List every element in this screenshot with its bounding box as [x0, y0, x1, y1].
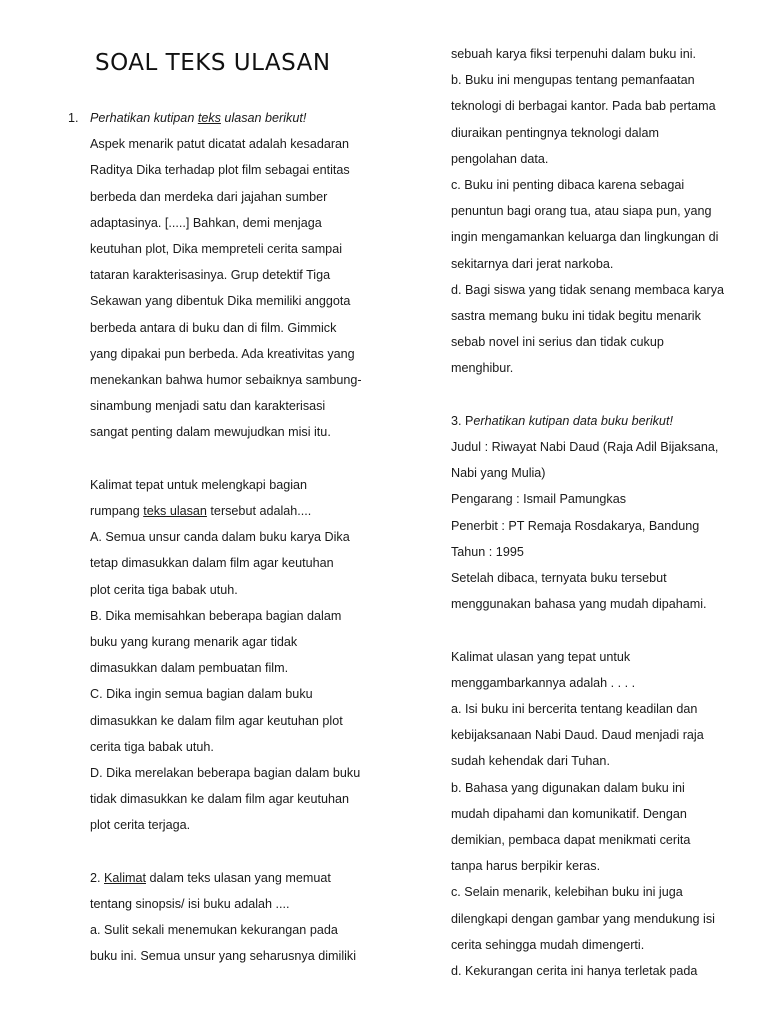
- q2-question-line: [90, 865, 390, 891]
- option-line: buku ini. Semua unsur yang seharusnya dimiliki: [90, 949, 357, 964]
- spacer: [451, 382, 741, 408]
- option-line: cerita tiga babak utuh.: [90, 739, 214, 754]
- option-line: a. Sulit sekali menemukan kekurangan pada: [90, 923, 338, 938]
- option-line: diuraikan pentingnya teknologi dalam: [451, 125, 659, 140]
- passage-line: Raditya Dika terhadap plot film sebagai entitas: [90, 163, 350, 178]
- q3-options: [451, 696, 741, 984]
- book-data-line: Tahun : 1995: [451, 544, 524, 559]
- q2-options-continued: [451, 41, 741, 382]
- passage-line: adaptasinya. [.....] Bahkan, demi menjaga: [90, 215, 322, 230]
- q1-question-line: Kalimat tepat untuk melengkapi bagian: [90, 477, 308, 492]
- passage-line: Sekawan yang dibentuk Dika memiliki anggota: [90, 294, 351, 309]
- q2-number: 2.: [90, 870, 105, 885]
- q1-prompt-underlined: teks: [197, 111, 221, 125]
- option-line: A. Semua unsur canda dalam buku karya Dika: [90, 530, 350, 545]
- option-line: demikian, pembaca dapat menikmati cerita: [451, 833, 691, 848]
- q2-question-text: dalam teks ulasan yang memuat: [146, 870, 331, 885]
- passage-line: berbeda dan merdeka dari jajahan sumber: [90, 189, 328, 204]
- q1-prompt-text: Perhatikan kutipan: [90, 111, 198, 125]
- passage-line: Aspek menarik patut dicatat adalah kesadaran: [90, 137, 350, 152]
- q3-number: 3. P: [451, 413, 474, 428]
- book-data-line: Penerbit : PT Remaja Rosdakarya, Bandung: [451, 518, 700, 533]
- option-line: tidak dimasukkan ke dalam film agar keutuhan: [90, 792, 350, 807]
- option-line: sebuah karya fiksi terpenuhi dalam buku ini.: [451, 47, 697, 61]
- option-line: pengolahan data.: [451, 151, 549, 166]
- option-line: dilengkapi dengan gambar yang mendukung isi: [451, 911, 715, 926]
- option-line: sebab novel ini serius dan tidak cukup: [451, 335, 664, 350]
- book-data-line: Pengarang : Ismail Pamungkas: [451, 492, 627, 507]
- option-line: plot cerita terjaga.: [90, 818, 191, 833]
- spacer: [451, 617, 741, 643]
- q1-prompt: [68, 105, 390, 131]
- q1-question-line: [90, 498, 390, 524]
- page-title: SOAL TEKS ULASAN: [95, 50, 331, 76]
- option-line: kebijaksanaan Nabi Daud. Daud menjadi raja: [451, 728, 704, 743]
- option-line: tetap dimasukkan dalam film agar keutuhan: [90, 556, 334, 571]
- q2-question-underlined: Kalimat: [104, 870, 147, 885]
- option-line: teknologi di berbagai kantor. Pada bab pertama: [451, 99, 716, 114]
- option-line: plot cerita tiga babak utuh.: [90, 582, 238, 597]
- passage-line: tataran karakterisasinya. Grup detektif Tiga: [90, 268, 331, 283]
- q3-prompt: [451, 408, 741, 434]
- q3-question-line: menggambarkannya adalah . . . .: [451, 675, 636, 690]
- option-line: buku yang kurang menarik agar tidak: [90, 635, 298, 650]
- q1-options: [90, 524, 390, 838]
- book-data-line: menggunakan bahasa yang mudah dipahami.: [451, 597, 707, 612]
- passage-line: sinambung menjadi satu dan karakterisasi: [90, 399, 326, 414]
- option-line: sekitarnya dari jerat narkoba.: [451, 256, 614, 271]
- option-line: d. Bagi siswa yang tidak senang membaca karya: [451, 282, 725, 297]
- option-line: penuntun bagi orang tua, atau siapa pun, yang: [451, 204, 712, 219]
- option-line: c. Selain menarik, kelebihan buku ini juga: [451, 885, 683, 900]
- spacer: [90, 839, 390, 865]
- book-data-line: Setelah dibaca, ternyata buku tersebut: [451, 571, 667, 586]
- q1-question-text-end: tersebut adalah....: [206, 504, 312, 519]
- option-line: mudah dipahami dan komunikatif. Dengan: [451, 806, 687, 821]
- q1-prompt-text-end: ulasan berikut!: [220, 111, 307, 125]
- right-column: [451, 41, 741, 984]
- q3-question-line: Kalimat ulasan yang tepat untuk: [451, 649, 631, 664]
- q1-passage: [90, 131, 390, 445]
- option-line: B. Dika memisahkan beberapa bagian dalam: [90, 608, 342, 623]
- q2-question-line: tentang sinopsis/ isi buku adalah ....: [90, 897, 290, 912]
- book-data-line: Judul : Riwayat Nabi Daud (Raja Adil Bijaksana,: [451, 440, 719, 455]
- option-line: cerita sehingga mudah dimengerti.: [451, 937, 645, 952]
- option-line: D. Dika merelakan beberapa bagian dalam buku: [90, 766, 361, 781]
- option-line: dimasukkan ke dalam film agar keutuhan plot: [90, 713, 343, 728]
- left-column: [68, 105, 390, 970]
- option-line: b. Bahasa yang digunakan dalam buku ini: [451, 780, 685, 795]
- q1-question-text: rumpang: [90, 504, 144, 519]
- passage-line: keutuhan plot, Dika mempreteli cerita sampai: [90, 242, 342, 257]
- option-line: tanpa harus berpikir keras.: [451, 859, 601, 874]
- passage-line: yang dipakai pun berbeda. Ada kreativitas yang: [90, 346, 355, 361]
- option-line: c. Buku ini penting dibaca karena sebagai: [451, 178, 685, 193]
- option-line: ingin mengamankan keluarga dan lingkungan di: [451, 230, 719, 245]
- option-line: sastra memang buku ini tidak begitu menarik: [451, 309, 701, 324]
- book-data-line: Nabi yang Mulia): [451, 466, 546, 481]
- passage-line: menekankan bahwa humor sebaiknya sambung-: [90, 373, 362, 388]
- spacer: [90, 446, 390, 472]
- q3-prompt-text: erhatikan kutipan data buku berikut!: [473, 413, 673, 428]
- option-line: b. Buku ini mengupas tentang pemanfaatan: [451, 73, 695, 88]
- option-line: d. Kekurangan cerita ini hanya terletak pada: [451, 964, 698, 979]
- q1-number: 1.: [68, 111, 79, 125]
- option-line: C. Dika ingin semua bagian dalam buku: [90, 687, 313, 702]
- q1-question-underlined: teks ulasan: [143, 504, 207, 519]
- option-line: dimasukkan dalam pembuatan film.: [90, 661, 289, 676]
- passage-line: sangat penting dalam mewujudkan misi itu.: [90, 425, 331, 440]
- option-line: a. Isi buku ini bercerita tentang keadilan dan: [451, 702, 698, 717]
- option-line: sudah kehendak dari Tuhan.: [451, 754, 610, 769]
- passage-line: berbeda antara di buku dan di film. Gimmick: [90, 320, 337, 335]
- option-line: menghibur.: [451, 361, 514, 376]
- q3-book-data: [451, 434, 741, 617]
